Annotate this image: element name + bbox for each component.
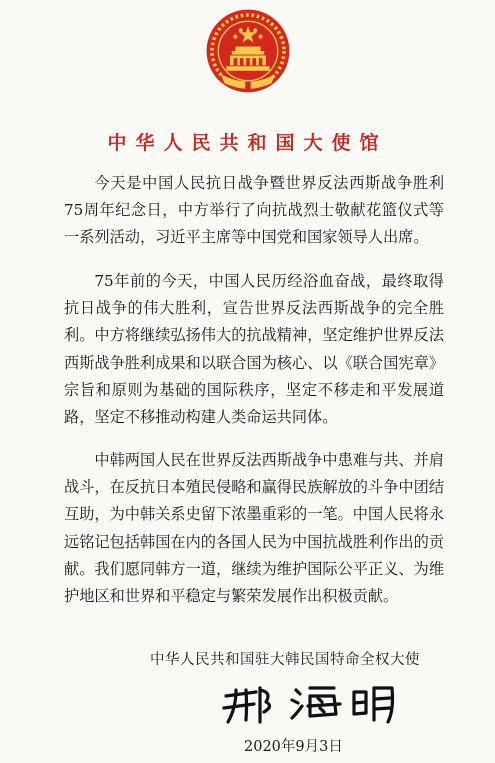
letter-paragraph-2: 75年前的今天，中国人民历经浴血奋战，最终取得抗日战争的伟大胜利，宣告世界反法西斯战争的完全胜利。中方将继续弘扬伟大的抗战精神，坚定维护世界反法西斯战争胜利成果和以联合国为核心、以《联合国宪章》宗旨和原则为基础的国际秩序，坚定不移走和平发展道路，坚定不移推动构建人类命运共同体。 — [64, 272, 444, 427]
national-emblem-icon — [203, 6, 293, 96]
letter-paragraph-1: 今天是中国人民抗日战争暨世界反法西斯战争胜利75周年纪念日，中方举行了向抗战烈士敬献花篮仪式等一系列活动，习近平主席等中国党和国家领导人出席。 — [64, 174, 444, 247]
letter-date: 2020年9月3日 — [244, 739, 343, 755]
letter-paragraph-3: 中韩两国人民在世界反法西斯战争中患难与共、并肩战斗，在反抗日本殖民侵略和赢得民族解放的斗争中团结互助，为中韩关系史留下浓墨重彩的一笔。中国人民将永远铭记包括韩国在内的各国人民为中国抗战胜利作出的贡献。我们愿同韩方一道，继续为维护国际公平正义、为维护地区和世界和平稳定与繁荣发展作出积极贡献。 — [64, 451, 444, 606]
embassy-title: 中华人民共和国大使馆 — [107, 132, 388, 154]
signer-title: 中华人民共和国驻大韩民国特命全权大使 — [150, 652, 420, 668]
handwritten-signature — [222, 682, 402, 726]
